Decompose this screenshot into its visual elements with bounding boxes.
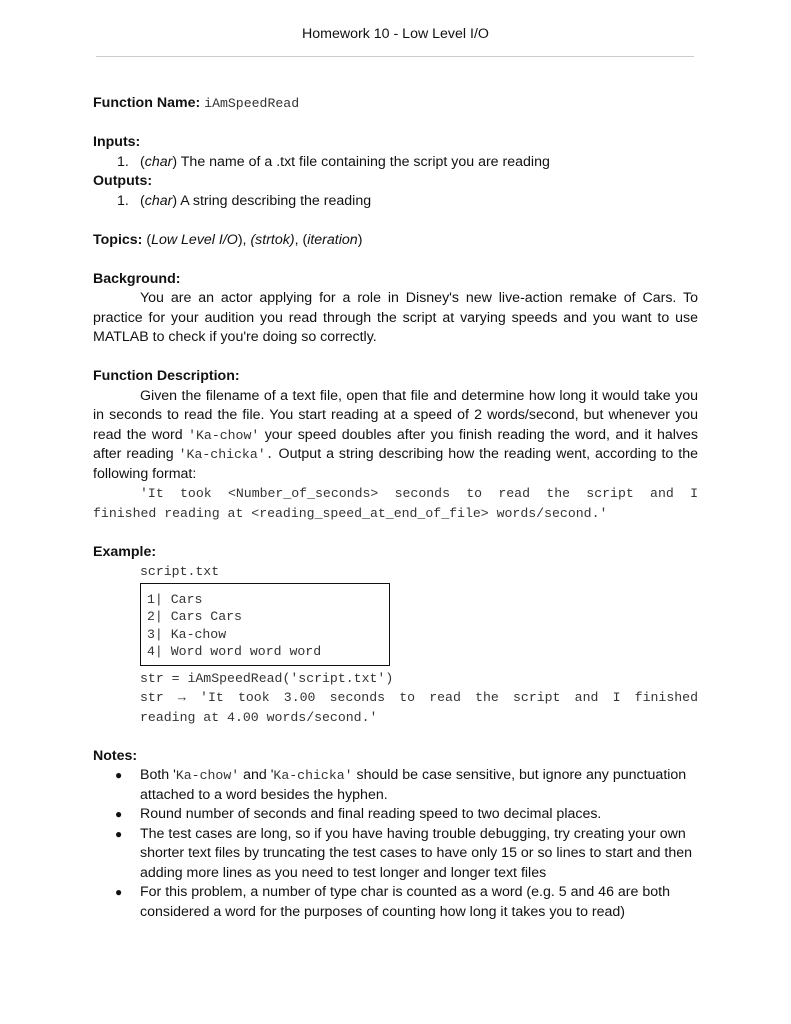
topic-3: iteration xyxy=(307,231,358,248)
page-header: Homework 10 - Low Level I/O xyxy=(302,26,489,42)
outputs-list xyxy=(93,192,698,212)
description-heading xyxy=(93,367,698,387)
description-label: Function Description: xyxy=(93,368,240,384)
input-description: The name of a .txt file containing the script you are reading xyxy=(177,153,550,170)
list-item: ● Both 'Ka-chow' and 'Ka-chicka' should be case sensitive, but ignore any punctuation attached to a word besides the hyphen. xyxy=(115,767,687,803)
topics-label: Topics: xyxy=(93,231,143,248)
example-block xyxy=(93,562,698,727)
header-divider xyxy=(96,56,694,57)
kachow-code: Ka-chow' xyxy=(175,768,240,783)
topic-1: Low Level I/O xyxy=(151,231,238,248)
outputs-heading xyxy=(93,172,698,192)
script-line: 2| Cars Cars xyxy=(147,609,242,624)
kachicka-code: Ka-chicka' xyxy=(273,768,353,783)
script-file-box xyxy=(140,583,390,666)
example-label: Example: xyxy=(93,543,157,560)
list-item: 1. (char) A string describing the reading xyxy=(93,192,698,212)
description-text xyxy=(93,387,698,485)
kachicka-code: 'Ka-chicka'. xyxy=(178,447,274,462)
list-item: ● Round number of seconds and final reading speed to two decimal places. xyxy=(93,805,698,825)
example-result-line-1: str → 'It took 3.00 seconds to read the script and I finished xyxy=(140,690,698,705)
list-item: ● For this problem, a number of type char is counted as a word (e.g. 5 and 46 are both considered a word for the purposes of counting how long it takes you to read) xyxy=(115,884,670,920)
inputs-label: Inputs: xyxy=(93,134,141,150)
background-text: You are an actor applying for a role in Disney's new live-action remake of Cars. To practice for your audition you read through the script at varying speeds and you want to use MATLAB to check if you're doing so correctly. xyxy=(93,290,698,345)
input-type: char xyxy=(144,153,173,170)
script-line: 4| Word word word word xyxy=(147,644,322,659)
example-call: str = iAmSpeedRead('script.txt') xyxy=(140,670,394,686)
outputs-label: Outputs: xyxy=(93,173,153,189)
background-label: Background: xyxy=(93,270,181,287)
bullet-icon: ● xyxy=(115,768,123,782)
function-name-line xyxy=(93,94,698,114)
example-result-line-2: reading at 4.00 words/second.' xyxy=(140,709,378,725)
background-heading xyxy=(93,270,698,290)
output-description: A string describing the reading xyxy=(177,192,372,209)
topics-line: Topics: (Low Level I/O), (strtok), (iteration) xyxy=(93,231,363,248)
kachow-code: 'Ka-chow' xyxy=(188,427,260,443)
bullet-icon: ● xyxy=(115,826,123,841)
description-part-1: Given the filename of a text file, open that file and determine how long it would take you in seconds to read the file. You start reading at a speed of 2 words/second, but whenever you read the word xyxy=(93,387,698,443)
notes-label: Notes: xyxy=(93,747,138,764)
notes-list xyxy=(93,766,698,922)
format-string-line-1: 'It took <Number_of_seconds> seconds to read the script and I xyxy=(140,486,698,501)
function-name-label: Function Name: xyxy=(93,95,201,111)
script-line: 3| Ka-chow xyxy=(147,626,227,642)
bullet-icon: ● xyxy=(115,885,123,899)
document-body xyxy=(93,94,698,922)
list-number: 1. xyxy=(117,153,129,170)
output-type: char xyxy=(144,192,173,209)
notes-heading xyxy=(93,747,698,767)
format-string-line-2: finished reading at <reading_speed_at_end_of_file> words/second.' xyxy=(93,505,608,521)
example-filename: script.txt xyxy=(140,564,220,579)
script-line: 1| Cars xyxy=(147,591,203,607)
inputs-list xyxy=(93,153,698,173)
bullet-icon: ● xyxy=(115,807,123,821)
inputs-heading xyxy=(93,133,698,153)
description-part-3: Output a string describing how the reading went, according to the following format: xyxy=(93,446,698,482)
list-number: 1. xyxy=(117,192,129,209)
list-item: 1. (char) The name of a .txt file containing the script you are reading xyxy=(93,153,698,173)
example-heading xyxy=(93,543,698,563)
function-name-value: iAmSpeedRead xyxy=(204,96,300,111)
topic-2: strtok xyxy=(255,231,290,248)
description-part-2: your speed doubles after you finish reading the word, and it halves after reading xyxy=(93,426,698,462)
list-item: ● The test cases are long, so if you have having trouble debugging, try creating your own shorter text files by truncating the test cases to have only 15 or so lines to start and then adding more lines as you need to test longer and longer text files xyxy=(115,825,693,881)
